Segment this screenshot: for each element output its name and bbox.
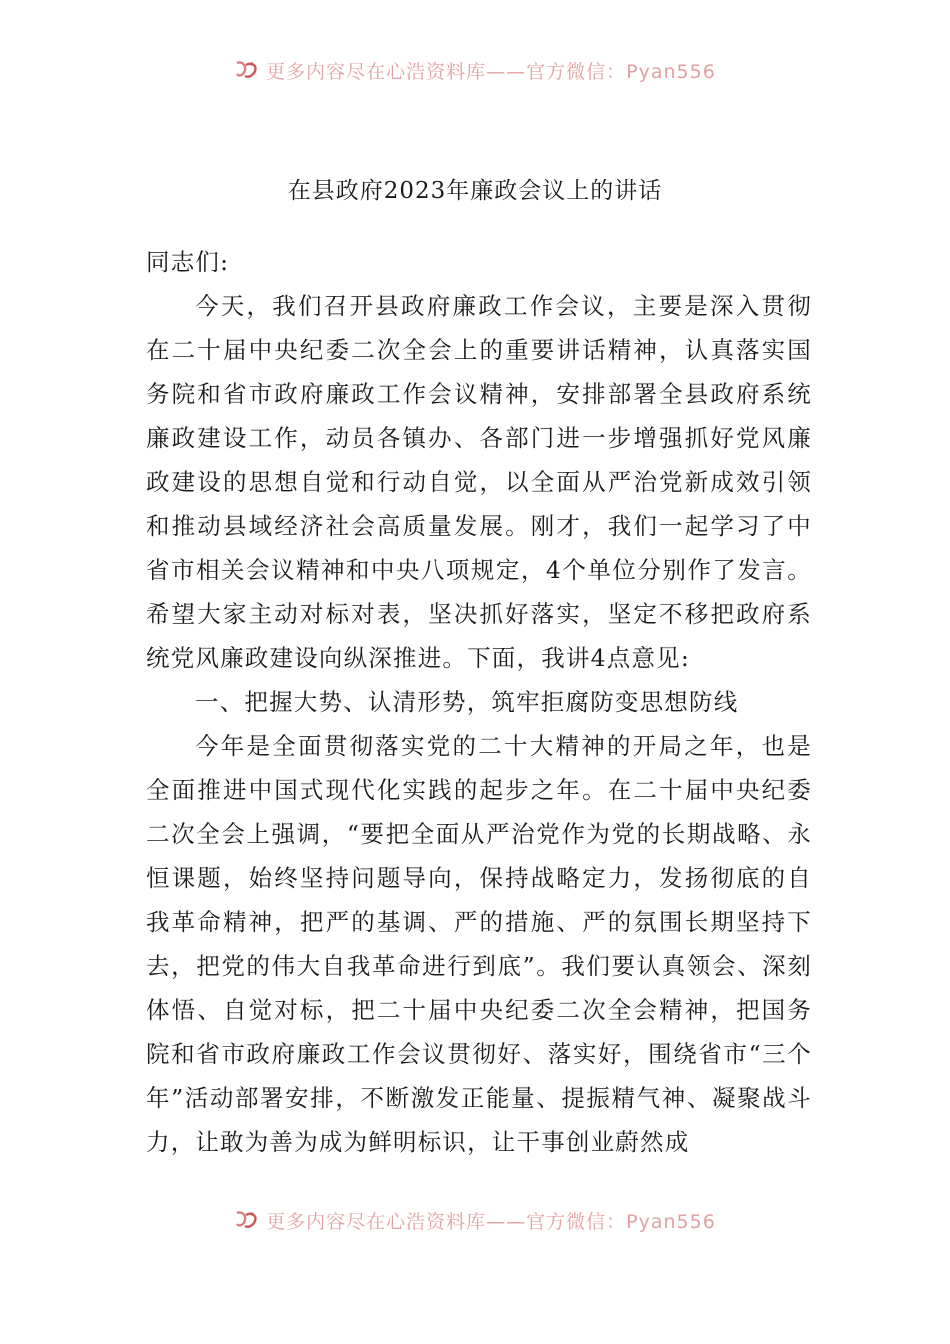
watermark-logo-icon [234, 1209, 260, 1231]
greeting: 同志们: [146, 248, 230, 276]
watermark-top [0, 56, 950, 84]
paragraph-section-1: 今年是全面贯彻落实党的二十大精神的开局之年，也是全面推进中国式现代化实践的起步之年。在二十届中央纪委二次全会上强调，“要把全面从严治党作为党的长期战略、永恒课题，始终坚持问题导向，保持战略定力，发扬彻底的自我革命精神，把严的基调、严的措施、严的氛围长期坚持下去，把党的伟大自我革命进行到底”。我们要认真领会、深刻体悟、自觉对标，把二十届中央纪委二次全会精神，把国务院和省市政府廉政工作会议贯彻好、落实好，围绕省市“三个年”活动部署安排，不断激发正能量、提振精气神、凝聚战斗力，让敢为善为成为鲜明标识，让干事创业蔚然成 [146, 732, 812, 1156]
watermark-logo-icon [234, 59, 260, 81]
watermark-text: 更多内容尽在心浩资料库——官方微信：Pyan556 [266, 1210, 716, 1233]
document-title: 在县政府2023年廉政会议上的讲话 [287, 178, 663, 204]
paragraph-intro: 今天，我们召开县政府廉政工作会议，主要是深入贯彻在二十届中央纪委二次全会上的重要讲话精神，认真落实国务院和省市政府廉政工作会议精神，安排部署全县政府系统廉政建设工作，动员各镇办、各部门进一步增强抓好党风廉政建设的思想自觉和行动自觉，以全面从严治党新成效引领和推动县域经济社会高质量发展。刚才，我们一起学习了中省市相关会议精神和中央八项规定，4个单位分别作了发言。希望大家主动对标对表，坚决抓好落实，坚定不移把政府系统党风廉政建设向纵深推进。下面，我讲4点意见: [146, 292, 812, 672]
document-body [146, 240, 812, 1164]
section-heading-1: 一、把握大势、认清形势，筑牢拒腐防变思想防线 [195, 688, 739, 716]
watermark-text: 更多内容尽在心浩资料库——官方微信：Pyan556 [266, 60, 716, 83]
watermark-bottom [0, 1206, 950, 1234]
